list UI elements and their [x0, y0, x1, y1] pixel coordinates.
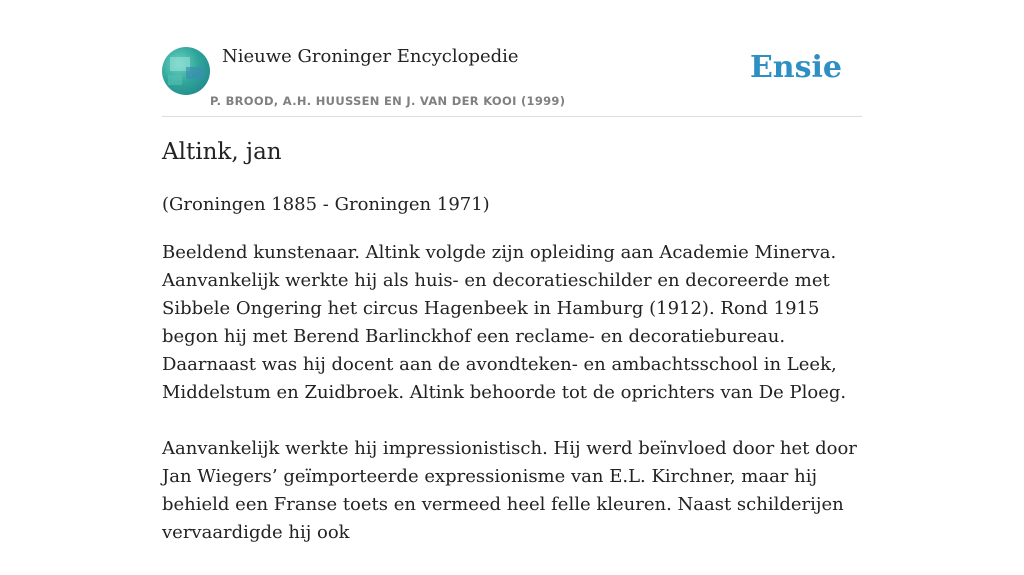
- brand-logo[interactable]: Ensie: [749, 50, 842, 85]
- book-authors: P. BROOD, A.H. HUUSSEN EN J. VAN DER KOOI (1999): [210, 94, 566, 108]
- article-body: [162, 239, 862, 575]
- header: [162, 44, 862, 117]
- book-title[interactable]: Nieuwe Groninger Encyclopedie: [222, 46, 519, 67]
- article-subtitle: (Groningen 1885 - Groningen 1971): [162, 194, 490, 215]
- article-title: Altink, jan: [162, 139, 282, 165]
- article-paragraph: Aanvankelijk werkte hij impressionistisch. Hij werd beïnvloed door het door Jan Wiegers’ geïmporteerde expressionisme van E.L. Kirchner, maar hij behield een Franse toets en vermeed heel felle kleuren. Naast schilderijen vervaardigde hij ook: [162, 438, 857, 543]
- book-cover-icon[interactable]: [162, 47, 210, 95]
- article-paragraph: Beeldend kunstenaar. Altink volgde zijn opleiding aan Academie Minerva. Aanvankelijk werkte hij als huis- en decoratieschilder en decoreerde met Sibbele Ongering het circus Hagenbeek in Hamburg (1912). Rond 1915 begon hij met Berend Barlinckhof een reclame- en decoratiebureau. Daarnaast was hij docent aan de avondteken- en ambachtsschool in Leek, Middelstum en Zuidbroek. Altink behoorde tot de oprichters van De Ploeg.: [162, 242, 847, 403]
